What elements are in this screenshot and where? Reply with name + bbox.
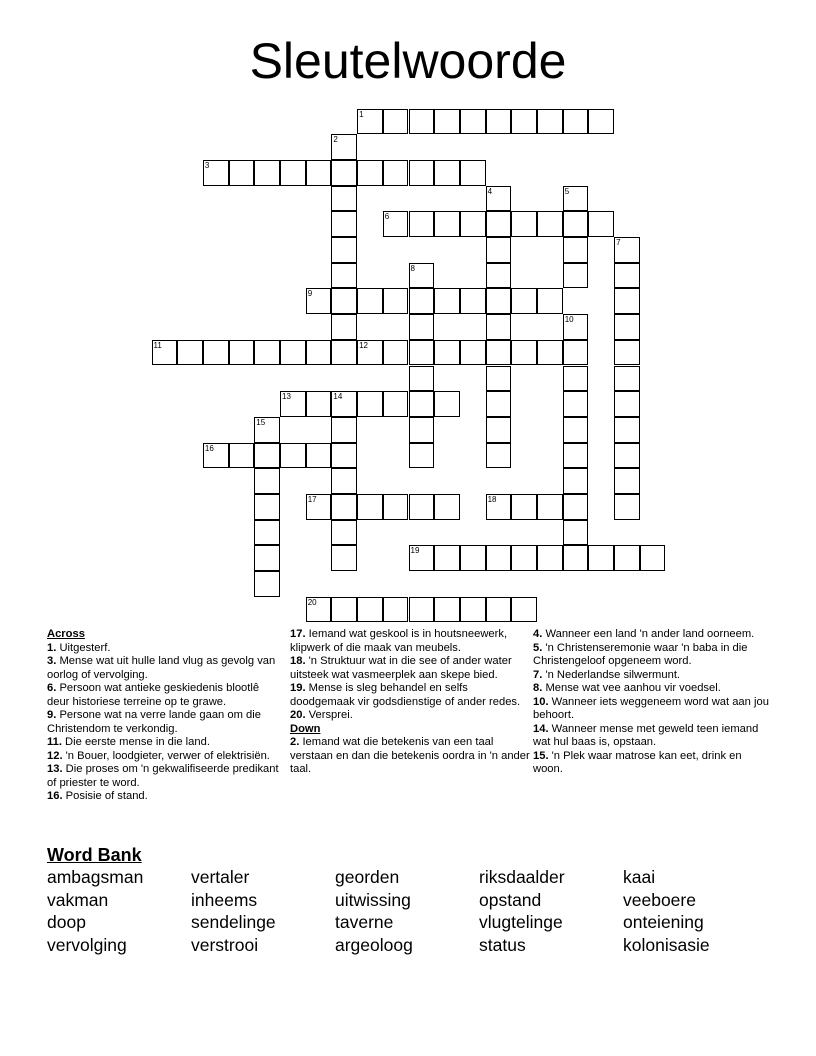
grid-cell[interactable] (537, 545, 563, 571)
grid-cell[interactable] (331, 520, 357, 546)
grid-cell[interactable] (409, 160, 435, 186)
grid-cell[interactable] (383, 597, 409, 623)
grid-cell[interactable] (306, 288, 332, 314)
cell-number: 3 (204, 160, 210, 170)
grid-cell[interactable] (280, 391, 306, 417)
clue-item (533, 723, 773, 750)
grid-cell[interactable] (563, 443, 589, 469)
word-bank-item: verstrooi (191, 934, 259, 955)
grid-cell[interactable] (563, 237, 589, 263)
clue-item (533, 669, 773, 683)
clue-text: 'n Struktuur wat in die see of ander water uitsteek wat vasmeerplek aan skepe bied. (290, 655, 512, 681)
clue-text: Uitgesterf. (56, 641, 111, 654)
clue-number: 4. (533, 628, 543, 640)
grid-cell[interactable] (563, 109, 589, 135)
clue-text: Wanneer mense met geweld teen iemand wat hul baas is, opstaan. (533, 722, 759, 748)
grid-cell[interactable] (614, 366, 640, 392)
grid-cell[interactable] (537, 494, 563, 520)
grid-cell[interactable] (486, 366, 512, 392)
grid-cell[interactable] (383, 391, 409, 417)
grid-cell[interactable] (640, 545, 666, 571)
grid-cell[interactable] (460, 597, 486, 623)
grid-cell[interactable] (357, 109, 383, 135)
grid-cell[interactable] (614, 545, 640, 571)
grid-cell[interactable] (537, 340, 563, 366)
clue-text: Wanneer iets weggeneem word wat aan jou behoort. (533, 695, 769, 721)
clue-text: Posisie of stand. (62, 790, 148, 802)
word-bank-item: onteiening (623, 912, 704, 932)
grid-cell[interactable] (486, 109, 512, 135)
cell-number: 5 (564, 186, 570, 196)
grid-cell[interactable] (563, 263, 589, 289)
clue-number: 2. (290, 736, 300, 748)
grid-cell[interactable] (229, 160, 255, 186)
grid-cell[interactable] (203, 340, 229, 366)
clue-text: Versprei. (305, 709, 353, 721)
clue-number: 5. (533, 641, 543, 654)
word-bank-item: uitwissing (335, 889, 411, 910)
clue-number: 18. (290, 655, 306, 667)
grid-cell[interactable] (409, 391, 435, 417)
grid-cell[interactable] (409, 545, 435, 571)
grid-cell[interactable] (306, 160, 332, 186)
clue-item (533, 628, 773, 642)
clue-item (533, 642, 773, 669)
grid-cell[interactable] (331, 288, 357, 314)
grid-cell[interactable] (331, 443, 357, 469)
grid-cell[interactable] (409, 443, 435, 469)
clue-text: 'n Christenseremonie waar 'n baba in die Christengeloof opgeneem word. (533, 641, 748, 667)
clue-item (533, 682, 773, 696)
clue-text: Die proses om 'n gekwalifiseerde predikant of priester te word. (47, 763, 279, 789)
grid-cell[interactable] (357, 597, 383, 623)
grid-cell[interactable] (588, 109, 614, 135)
clue-text: Iemand wat die betekenis van een taal verstaan en dan die betekenis oordra in 'n ander taal. (290, 736, 530, 775)
grid-cell[interactable] (409, 263, 435, 289)
grid-cell[interactable] (357, 288, 383, 314)
grid-cell[interactable] (357, 160, 383, 186)
clue-item (290, 628, 532, 655)
grid-cell[interactable] (331, 263, 357, 289)
word-bank-item: inheems (191, 889, 258, 910)
grid-cell[interactable] (306, 494, 332, 520)
grid-cell[interactable] (383, 109, 409, 135)
cell-number: 17 (307, 495, 317, 504)
clue-item (47, 750, 279, 764)
grid-cell[interactable] (177, 340, 203, 366)
grid-cell[interactable] (563, 520, 589, 546)
grid-cell[interactable] (280, 160, 306, 186)
grid-cell[interactable] (486, 288, 512, 314)
grid-cell[interactable] (331, 417, 357, 443)
grid-cell[interactable] (331, 237, 357, 263)
grid-cell[interactable] (434, 160, 460, 186)
clue-item (47, 655, 279, 682)
grid-cell[interactable] (486, 494, 512, 520)
grid-cell[interactable] (486, 417, 512, 443)
clue-number: 10. (533, 695, 549, 708)
clues-column-3 (533, 628, 773, 777)
cell-number: 9 (307, 289, 313, 299)
grid-cell[interactable] (331, 494, 357, 520)
clue-text: Die eerste mense in die land. (61, 736, 210, 748)
clue-text: 'n Plek waar matrose kan eet, drink en woon. (533, 749, 742, 775)
grid-cell[interactable] (254, 468, 280, 494)
grid-cell[interactable] (434, 288, 460, 314)
grid-cell[interactable] (254, 340, 280, 366)
grid-cell[interactable] (383, 340, 409, 366)
grid-cell[interactable] (409, 109, 435, 135)
clue-number: 6. (47, 682, 57, 694)
grid-cell[interactable] (486, 186, 512, 212)
grid-cell[interactable] (563, 340, 589, 366)
clue-item (290, 682, 532, 709)
grid-cell[interactable] (614, 314, 640, 340)
clue-number: 16. (47, 790, 63, 802)
grid-cell[interactable] (537, 109, 563, 135)
clue-text: Mense wat vee aanhou vir voedsel. (542, 682, 721, 694)
word-bank-item: doop (47, 912, 86, 932)
across-heading: Across (47, 628, 85, 640)
cell-number: 15 (256, 417, 266, 427)
grid-cell[interactable] (537, 211, 563, 237)
grid-cell[interactable] (614, 391, 640, 417)
clue-number: 1. (47, 641, 57, 654)
grid-cell[interactable] (203, 160, 229, 186)
cell-number: 4 (487, 186, 493, 196)
grid-cell[interactable] (486, 237, 512, 263)
cell-number: 8 (410, 263, 415, 273)
grid-cell[interactable] (614, 237, 640, 263)
clue-text: Persone wat na verre lande gaan om die Christendom te verkondig. (47, 709, 261, 735)
clue-item (290, 709, 532, 723)
grid-cell[interactable] (460, 160, 486, 186)
grid-cell[interactable] (434, 340, 460, 366)
grid-cell[interactable] (511, 109, 537, 135)
grid-cell[interactable] (460, 340, 486, 366)
clue-text: Iemand wat geskool is in houtsneewerk, klipwerk of die maak van meubels. (290, 628, 508, 654)
grid-cell[interactable] (383, 211, 409, 237)
grid-cell[interactable] (306, 391, 332, 417)
clue-number: 17. (290, 628, 306, 640)
clue-number: 3. (47, 655, 57, 667)
clue-number: 11. (47, 736, 62, 748)
grid-cell[interactable] (511, 340, 537, 366)
grid-cell[interactable] (486, 391, 512, 417)
grid-cell[interactable] (409, 314, 435, 340)
grid-cell[interactable] (434, 597, 460, 623)
grid-cell[interactable] (460, 211, 486, 237)
cell-number: 18 (487, 495, 497, 504)
cell-number: 1 (359, 109, 364, 119)
grid-cell[interactable] (357, 494, 383, 520)
grid-cell[interactable] (511, 494, 537, 520)
word-bank-item: riksdaalder (479, 867, 565, 887)
clue-text: 'n Nederlandse silwermunt. (542, 668, 681, 681)
down-heading: Down (290, 722, 321, 735)
grid-cell[interactable] (254, 160, 280, 186)
word-bank-item: argeoloog (335, 934, 413, 955)
clue-number: 12. (47, 749, 63, 762)
clue-item (533, 696, 773, 723)
grid-cell[interactable] (563, 494, 589, 520)
clue-number: 20. (290, 709, 306, 721)
grid-cell[interactable] (383, 494, 409, 520)
grid-cell[interactable] (203, 443, 229, 469)
clue-item (47, 736, 279, 750)
grid-cell[interactable] (152, 340, 178, 366)
clue-number: 13. (47, 763, 63, 775)
grid-cell[interactable] (409, 366, 435, 392)
grid-cell[interactable] (434, 494, 460, 520)
grid-cell[interactable] (331, 468, 357, 494)
word-bank-item: kaai (623, 867, 656, 887)
grid-cell[interactable] (254, 571, 280, 597)
grid-cell[interactable] (614, 494, 640, 520)
grid-cell[interactable] (563, 186, 589, 212)
cell-number: 6 (384, 212, 390, 222)
grid-cell[interactable] (331, 134, 357, 160)
grid-cell[interactable] (357, 340, 383, 366)
clue-text: Mense wat uit hulle land vlug as gevolg van oorlog of vervolging. (47, 655, 276, 681)
cell-number: 19 (410, 546, 420, 556)
clues-column-2 (290, 628, 532, 777)
grid-cell[interactable] (486, 211, 512, 237)
grid-cell[interactable] (229, 443, 255, 469)
puzzle-title: Sleutelwoorde (249, 33, 567, 89)
grid-cell[interactable] (486, 443, 512, 469)
grid-cell[interactable] (486, 340, 512, 366)
grid-cell[interactable] (563, 211, 589, 237)
grid-cell[interactable] (357, 391, 383, 417)
grid-cell[interactable] (331, 597, 357, 623)
clue-number: 7. (533, 668, 543, 681)
word-bank-item: georden (335, 867, 400, 887)
grid-cell[interactable] (331, 211, 357, 237)
grid-cell[interactable] (486, 314, 512, 340)
word-bank-item: taverne (335, 912, 394, 932)
clues-column-1 (47, 628, 279, 804)
grid-cell[interactable] (614, 443, 640, 469)
clue-text: Persoon wat antieke geskiedenis blootlê deur historiese terreine op te grawe. (47, 682, 260, 708)
clue-number: 15. (533, 749, 549, 762)
grid-cell[interactable] (331, 391, 357, 417)
grid-cell[interactable] (563, 468, 589, 494)
clue-item (47, 763, 279, 790)
grid-cell[interactable] (434, 391, 460, 417)
grid-cell[interactable] (409, 211, 435, 237)
cell-number: 13 (282, 392, 291, 402)
grid-cell[interactable] (563, 417, 589, 443)
word-bank (47, 867, 767, 957)
grid-cell[interactable] (254, 520, 280, 546)
word-bank-item: vertaler (191, 867, 250, 887)
word-bank-item: vakman (47, 889, 109, 910)
clue-item (47, 682, 279, 709)
grid-cell[interactable] (511, 211, 537, 237)
grid-cell[interactable] (306, 340, 332, 366)
cell-number: 12 (359, 340, 368, 350)
word-bank-item: sendelinge (191, 912, 276, 932)
cell-number: 10 (564, 315, 574, 325)
clue-item (290, 655, 532, 682)
clue-number: 9. (47, 709, 57, 721)
grid-cell[interactable] (254, 443, 280, 469)
grid-cell[interactable] (460, 545, 486, 571)
grid-cell[interactable] (614, 417, 640, 443)
grid-cell[interactable] (306, 597, 332, 623)
grid-cell[interactable] (614, 288, 640, 314)
grid-cell[interactable] (511, 597, 537, 623)
grid-cell[interactable] (434, 211, 460, 237)
cell-number: 11 (153, 340, 162, 350)
clue-item (47, 709, 279, 736)
grid-cell[interactable] (331, 160, 357, 186)
clue-item (533, 750, 773, 777)
clue-item (47, 642, 279, 656)
clue-item (290, 736, 532, 777)
word-bank-item: ambagsman (47, 867, 144, 887)
clue-text: Wanneer een land 'n ander land oorneem. (542, 628, 755, 640)
cell-number: 14 (333, 392, 343, 402)
word-bank-title: Word Bank (47, 845, 142, 865)
clue-number: 8. (533, 682, 543, 694)
grid-cell[interactable] (460, 288, 486, 314)
grid-cell[interactable] (563, 366, 589, 392)
grid-cell[interactable] (331, 545, 357, 571)
grid-cell[interactable] (563, 314, 589, 340)
grid-cell[interactable] (280, 443, 306, 469)
clue-number: 14. (533, 722, 549, 735)
grid-cell[interactable] (409, 494, 435, 520)
cell-number: 16 (204, 443, 214, 453)
grid-cell[interactable] (588, 545, 614, 571)
grid-cell[interactable] (486, 263, 512, 289)
grid-cell[interactable] (486, 545, 512, 571)
grid-cell[interactable] (409, 417, 435, 443)
clue-number: 19. (290, 682, 306, 694)
grid-cell[interactable] (511, 288, 537, 314)
grid-cell[interactable] (434, 109, 460, 135)
grid-cell[interactable] (409, 288, 435, 314)
grid-cell[interactable] (614, 468, 640, 494)
grid-cell[interactable] (306, 443, 332, 469)
grid-cell[interactable] (614, 340, 640, 366)
grid-cell[interactable] (254, 494, 280, 520)
grid-cell[interactable] (486, 597, 512, 623)
word-bank-item: veeboere (623, 889, 696, 910)
word-bank-item: status (479, 934, 526, 955)
grid-cell[interactable] (409, 597, 435, 623)
word-bank-item: vlugtelinge (479, 912, 563, 932)
grid-cell[interactable] (511, 545, 537, 571)
grid-cell[interactable] (383, 160, 409, 186)
grid-cell[interactable] (331, 314, 357, 340)
grid-cell[interactable] (588, 211, 614, 237)
grid-cell[interactable] (280, 340, 306, 366)
grid-cell[interactable] (563, 391, 589, 417)
word-bank-item: opstand (479, 889, 542, 910)
word-bank-item: vervolging (47, 934, 127, 955)
word-bank-item: kolonisasie (623, 934, 710, 955)
clue-text: 'n Bouer, loodgieter, verwer of elektrisiën. (62, 749, 270, 762)
grid-cell[interactable] (460, 109, 486, 135)
cell-number: 20 (307, 597, 317, 607)
cell-number: 7 (616, 238, 621, 247)
grid-cell[interactable] (229, 340, 255, 366)
grid-cell[interactable] (254, 417, 280, 443)
cell-number: 2 (333, 135, 338, 145)
grid-cell[interactable] (409, 340, 435, 366)
grid-cell[interactable] (383, 288, 409, 314)
clue-text: Mense is sleg behandel en selfs doodgemaak vir godsdienstige of ander redes. (290, 682, 521, 708)
grid-cell[interactable] (434, 545, 460, 571)
grid-cell[interactable] (254, 545, 280, 571)
grid-cell[interactable] (563, 545, 589, 571)
grid-cell[interactable] (331, 186, 357, 212)
grid-cell[interactable] (614, 263, 640, 289)
grid-cell[interactable] (537, 288, 563, 314)
clue-item (47, 790, 279, 804)
grid-cell[interactable] (331, 340, 357, 366)
